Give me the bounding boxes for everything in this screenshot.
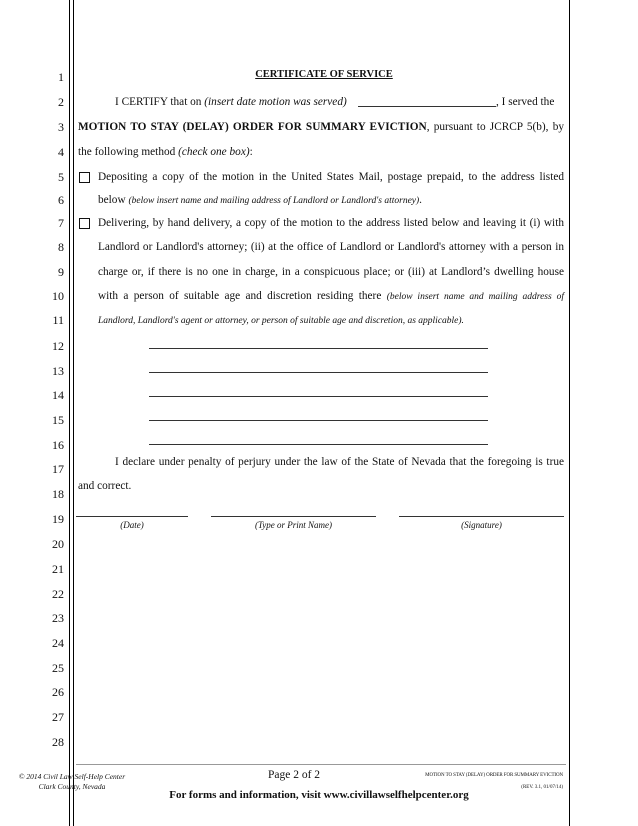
address-line-5[interactable] xyxy=(149,444,488,445)
line-number: 12 xyxy=(52,339,64,353)
option1-period: . xyxy=(419,194,422,206)
mail-checkbox[interactable] xyxy=(79,172,90,183)
footer-revision: (REV. 3.1, 01/07/14) xyxy=(521,785,563,790)
method-line xyxy=(78,145,253,159)
method-instruction: (check one box) xyxy=(178,146,250,158)
signature-line[interactable] xyxy=(399,516,564,517)
footer-form-title: MOTION TO STAY (DELAY) ORDER FOR SUMMARY EVICTION xyxy=(425,773,563,778)
line-number: 1 xyxy=(58,70,64,84)
date-signature-line[interactable] xyxy=(76,516,188,517)
line-number: 23 xyxy=(52,611,64,625)
line-number: 15 xyxy=(52,413,64,427)
line-number: 27 xyxy=(52,710,64,724)
footer-website: For forms and information, visit www.civillawselfhelpcenter.org xyxy=(169,789,469,801)
left-margin-rule xyxy=(69,0,70,826)
line-number: 2 xyxy=(58,95,64,109)
line-number: 6 xyxy=(58,193,64,207)
line-number: 8 xyxy=(58,240,64,254)
option2-line2: Landlord or Landlord's attorney; (ii) at the office of Landlord or Landlord's attorney with a person in xyxy=(98,241,564,253)
line-number: 5 xyxy=(58,170,64,184)
option1-line1: Depositing a copy of the motion in the United States Mail, postage prepaid, to the address listed xyxy=(98,171,564,183)
declaration-line1: I declare under penalty of perjury under the law of the State of Nevada that the foregoing is true xyxy=(115,456,564,468)
option2-line4-text: with a person of suitable age and discretion residing there xyxy=(98,290,382,302)
line-number: 24 xyxy=(52,636,64,650)
motion-line xyxy=(78,120,564,134)
line-number: 4 xyxy=(58,145,64,159)
address-line-2[interactable] xyxy=(149,372,488,373)
address-line-3[interactable] xyxy=(149,396,488,397)
line-number: 18 xyxy=(52,487,64,501)
method-prefix: the following method xyxy=(78,146,176,158)
method-suffix: : xyxy=(249,146,253,158)
option2-line4 xyxy=(98,289,564,304)
motion-title: MOTION TO STAY (DELAY) ORDER FOR SUMMARY EVICTION xyxy=(78,121,427,133)
line-number: 21 xyxy=(52,562,64,576)
line-number: 17 xyxy=(52,462,64,476)
option1-below: below xyxy=(98,194,126,206)
option1-instruction: (below insert name and mailing address of Landlord or Landlord's attorney) xyxy=(128,196,420,206)
certify-line xyxy=(115,95,347,109)
date-served-line[interactable] xyxy=(358,106,496,107)
line-number: 28 xyxy=(52,735,64,749)
copyright-line2: Clark County, Nevada xyxy=(38,782,106,791)
option2-line3: charge or, if there is no one in charge, in a conspicuous place; or (iii) at Landlord’s dwelling house xyxy=(98,266,564,278)
date-label: (Date) xyxy=(120,520,144,530)
line-number: 16 xyxy=(52,438,64,452)
option2-line5 xyxy=(98,313,464,328)
left-margin-rule-inner xyxy=(73,0,74,826)
line-number: 22 xyxy=(52,587,64,601)
hand-delivery-checkbox[interactable] xyxy=(79,218,90,229)
certify-suffix: , I served the xyxy=(496,96,555,108)
line-number: 25 xyxy=(52,661,64,675)
right-margin-rule xyxy=(569,0,570,826)
address-line-1[interactable] xyxy=(149,348,488,349)
option1-line2 xyxy=(98,193,422,208)
footer-rule xyxy=(76,764,566,765)
name-label: (Type or Print Name) xyxy=(254,520,333,530)
copyright-line1: © 2014 Civil Law Self-Help Center xyxy=(18,772,126,781)
address-line-4[interactable] xyxy=(149,420,488,421)
signature-label: (Signature) xyxy=(461,520,502,530)
line-number: 3 xyxy=(58,120,64,134)
line-number: 20 xyxy=(52,537,64,551)
line-number: 26 xyxy=(52,685,64,699)
option2-line4-instruction: (below insert name and mailing address of xyxy=(386,292,564,302)
line-number: 14 xyxy=(52,388,64,402)
line-number: 7 xyxy=(58,216,64,230)
certify-prefix: I CERTIFY that on xyxy=(115,96,202,108)
line-number: 10 xyxy=(52,289,64,303)
certificate-title: CERTIFICATE OF SERVICE xyxy=(255,69,393,80)
line-number: 9 xyxy=(58,265,64,279)
line-number: 19 xyxy=(52,512,64,526)
certify-instruction: (insert date motion was served) xyxy=(204,96,347,108)
option2-line1: Delivering, by hand delivery, a copy of the motion to the address listed below and leaving it (i) with xyxy=(98,217,564,229)
motion-rest: , pursuant to JCRCP 5(b), by xyxy=(426,121,564,133)
declaration-line2: and correct. xyxy=(78,480,132,492)
line-number: 13 xyxy=(52,364,64,378)
page-number: Page 2 of 2 xyxy=(268,769,321,781)
name-signature-line[interactable] xyxy=(211,516,376,517)
line-number: 11 xyxy=(52,313,64,327)
option2-line5-instruction: Landlord, Landlord's agent or attorney, or person of suitable age and discretion, as applicable). xyxy=(98,316,464,326)
